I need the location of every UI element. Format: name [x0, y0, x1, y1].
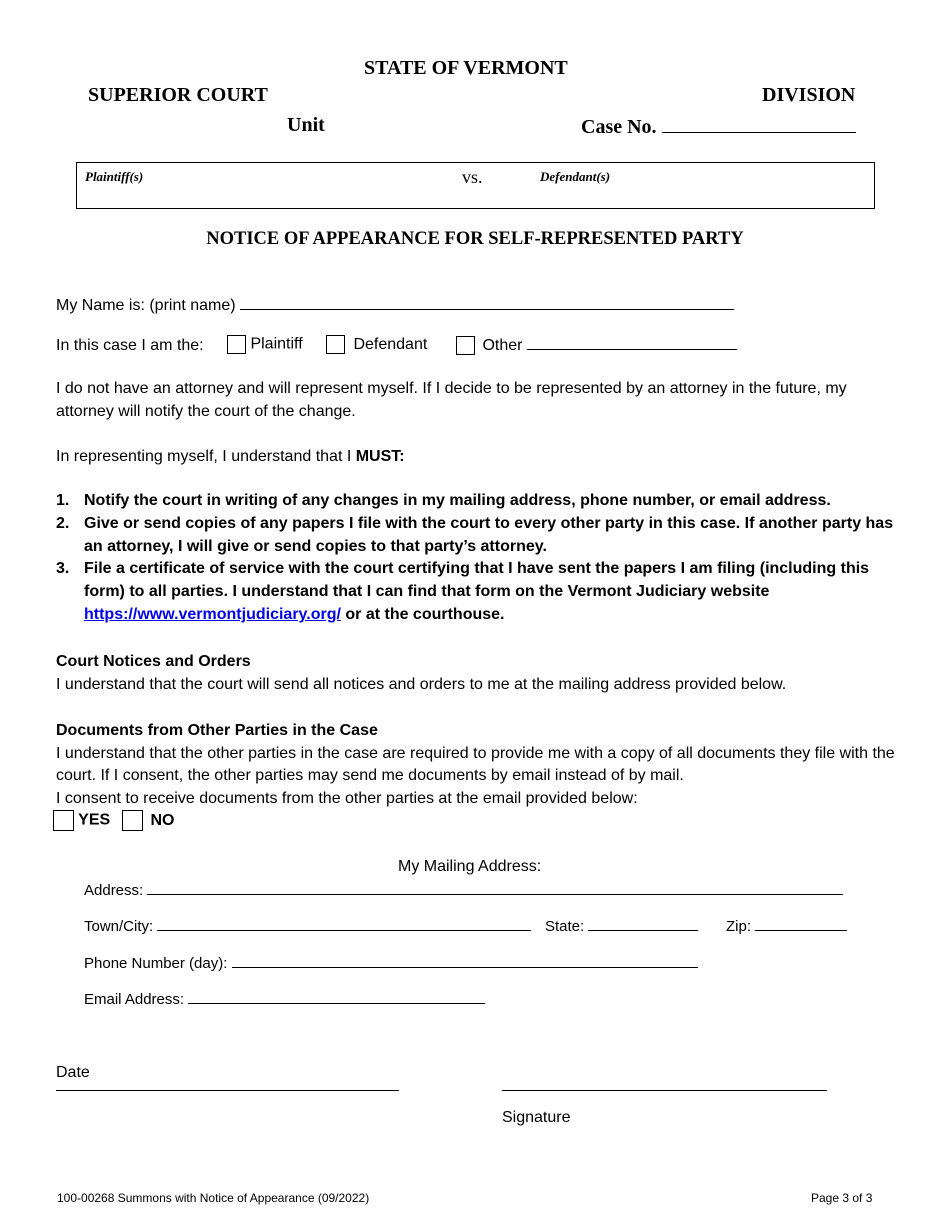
- state-label: State:: [545, 918, 585, 935]
- state-field[interactable]: [545, 916, 698, 935]
- other-checkbox[interactable]: [456, 336, 475, 355]
- must-item: [56, 558, 896, 626]
- case-number-label: Case No.: [581, 116, 657, 138]
- other-option-label: Other: [482, 337, 523, 354]
- plaintiff-option-label: Plaintiff: [250, 335, 303, 353]
- signature-label: Signature: [502, 1109, 571, 1126]
- plaintiff-checkbox[interactable]: [227, 335, 246, 354]
- division-heading: DIVISION: [762, 84, 856, 106]
- form-id: 100-00268 Summons with Notice of Appearance (09/2022): [57, 1191, 370, 1205]
- role-label: In this case I am the:: [56, 337, 204, 354]
- yes-checkbox[interactable]: [53, 810, 74, 831]
- consent-no-option[interactable]: [122, 810, 174, 831]
- case-number-field[interactable]: [581, 114, 856, 139]
- no-checkbox[interactable]: [122, 810, 143, 831]
- documents-section: [56, 720, 896, 810]
- unit-heading: Unit: [287, 114, 325, 136]
- page-number: Page 3 of 3: [811, 1191, 873, 1205]
- documents-text: I understand that the other parties in the case are required to provide me with a copy of all documents they file with the court. If I consent, the other parties may send me documents by email instead of by mail.: [56, 744, 895, 784]
- court-notices-section: [56, 651, 896, 696]
- must-item-number: 1.: [56, 492, 70, 509]
- must-intro: [56, 446, 896, 469]
- state-heading: STATE OF VERMONT: [364, 57, 568, 79]
- defendant-option-label: Defendant: [353, 335, 428, 353]
- email-label: Email Address:: [84, 991, 185, 1008]
- zip-line: [755, 916, 847, 931]
- must-item: [56, 513, 896, 559]
- case-caption-box: [76, 162, 875, 209]
- vermont-judiciary-link[interactable]: https://www.vermontjudiciary.org/: [84, 605, 341, 623]
- email-line: [188, 989, 485, 1004]
- phone-field[interactable]: [84, 953, 698, 972]
- phone-label: Phone Number (day):: [84, 955, 228, 972]
- role-plaintiff-option[interactable]: [227, 335, 303, 354]
- role-defendant-option[interactable]: [326, 335, 427, 354]
- must-item-number: 2.: [56, 514, 70, 532]
- intro-paragraph: I do not have an attorney and will represent myself. If I decide to be represented by an attorney in the future, my attorney will notify the court of the change.: [56, 380, 847, 420]
- must-item-text: Notify the court in writing of any changes in my mailing address, phone number, or email address.: [84, 492, 831, 509]
- consent-yes-option[interactable]: [53, 810, 110, 831]
- must-item: [56, 490, 896, 513]
- date-label: Date: [56, 1064, 90, 1081]
- address-field[interactable]: [84, 880, 843, 899]
- role-other-option[interactable]: [456, 335, 737, 355]
- form-title: NOTICE OF APPEARANCE FOR SELF-REPRESENTED PARTY: [206, 229, 744, 249]
- must-intro-text: In representing myself, I understand that I: [56, 448, 356, 465]
- website-suffix: or at the courthouse.: [340, 605, 505, 623]
- town-label: Town/City:: [84, 918, 154, 935]
- court-notices-heading: Court Notices and Orders: [56, 653, 251, 670]
- must-list: [56, 490, 896, 627]
- consent-text: I consent to receive documents from the other parties at the email provided below:: [56, 789, 638, 807]
- plaintiff-label: Plaintiff(s): [85, 169, 144, 184]
- mailing-heading: My Mailing Address:: [398, 858, 542, 875]
- zip-field[interactable]: [726, 916, 847, 935]
- email-field[interactable]: [84, 989, 485, 1008]
- phone-line: [232, 953, 698, 968]
- defendant-label: Defendant(s): [540, 169, 611, 184]
- case-number-line: [662, 114, 856, 133]
- name-field[interactable]: [56, 295, 734, 315]
- date-line[interactable]: [56, 1090, 399, 1091]
- yes-label: YES: [78, 811, 111, 829]
- versus-label: vs.: [462, 167, 483, 187]
- signature-line[interactable]: [502, 1090, 827, 1091]
- name-label: My Name is: (print name): [56, 297, 236, 314]
- address-line: [147, 880, 843, 895]
- town-field[interactable]: [84, 916, 531, 935]
- defendant-checkbox[interactable]: [326, 335, 345, 354]
- no-label: NO: [150, 811, 175, 829]
- must-item-text: Give or send copies of any papers I file with the court to every other party in this case. If another party has an attorney, I will give or send copies to that party’s attorney.: [84, 514, 894, 555]
- must-item-text: File a certificate of service with the court certifying that I have sent the papers I am filing (including this form) to all parties. I understand that I can find that form on the Vermont Judiciary website: [84, 560, 870, 601]
- address-label: Address:: [84, 882, 144, 899]
- name-line: [240, 295, 734, 310]
- must-item-number: 3.: [56, 560, 70, 578]
- documents-heading: Documents from Other Parties in the Case: [56, 722, 378, 739]
- zip-label: Zip:: [726, 918, 752, 935]
- court-notices-text: I understand that the court will send all notices and orders to me at the mailing address provided below.: [56, 675, 787, 693]
- other-line: [527, 335, 737, 350]
- state-line: [588, 916, 698, 931]
- town-line: [157, 916, 531, 931]
- court-heading: SUPERIOR COURT: [88, 84, 268, 106]
- must-word: MUST:: [355, 448, 405, 465]
